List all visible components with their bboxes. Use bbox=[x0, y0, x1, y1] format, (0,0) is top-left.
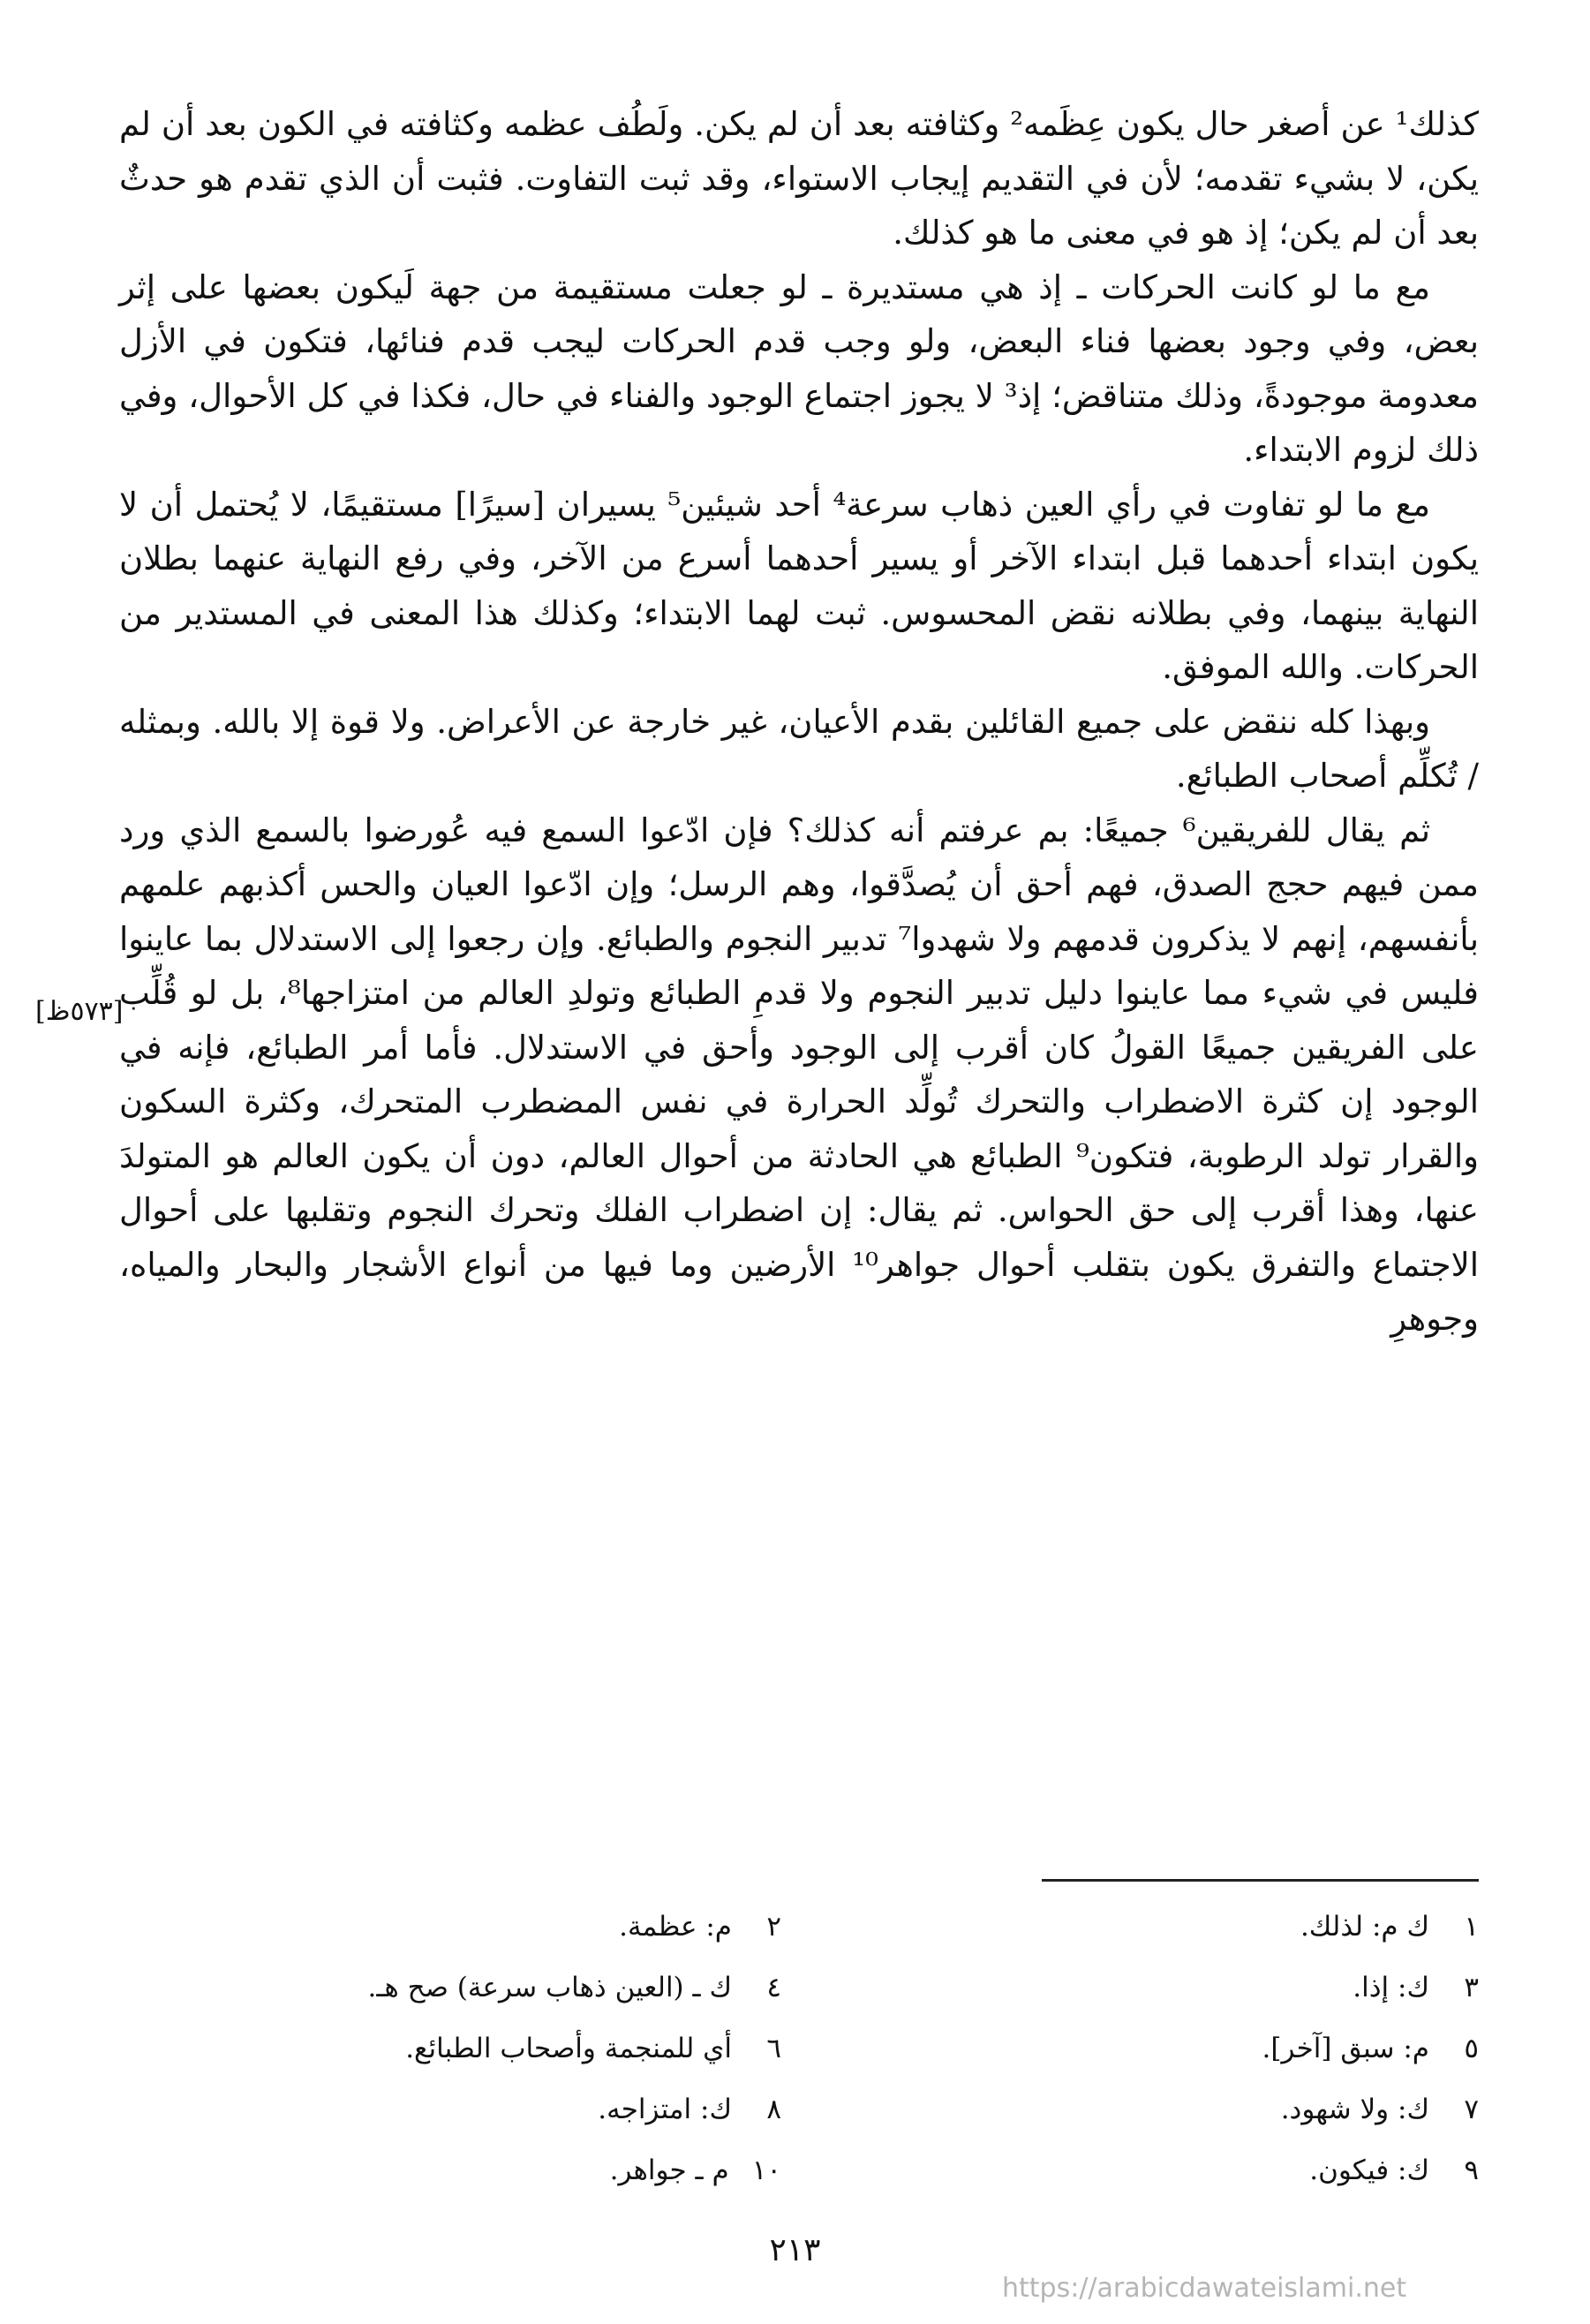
footnote-item bbox=[119, 2079, 781, 2140]
footnote-number: ٩ bbox=[1464, 2154, 1479, 2186]
footnote-item bbox=[817, 1897, 1479, 1958]
footnote-text: م: عظمة. bbox=[619, 1911, 732, 1943]
footnote-item bbox=[817, 2140, 1479, 2201]
footnote-number: ١٠ bbox=[751, 2154, 781, 2186]
footnote-text: ك: فيكون. bbox=[1309, 2154, 1429, 2186]
footnote-item bbox=[119, 1958, 781, 2018]
footnote-text: أي للمنجمة وأصحاب الطبائع. bbox=[405, 2033, 732, 2064]
footnote-text: م ـ جواهر. bbox=[609, 2154, 729, 2186]
manuscript-folio-ref: [٥٧٣ظ] bbox=[35, 996, 124, 1027]
footnote-text: ك: ولا شهود. bbox=[1280, 2094, 1429, 2125]
footnote-number: ١ bbox=[1464, 1911, 1479, 1943]
paragraph-3: مع ما لو تفاوت في رأي العين ذهاب سرعة⁴ أحد شيئين⁵ يسيران [سيرًا] مستقيمًا، لا يُحتمل أن لا يكون ابتداء أحدهما قبل ابتداء الآخر أو يسير أحدهما أسرع من الآخر، وفي رفع النهاية عنهما بطلان النهاية بينهما، وفي بطلانه نقض المحسوس. ثبت لهما الابتداء؛ وكذلك هذا المعنى في المستدير من الحركات. والله الموفق. bbox=[119, 485, 1479, 686]
footnote-number: ٣ bbox=[1464, 1972, 1479, 2003]
footnote-text: ك: إذا. bbox=[1353, 1972, 1429, 2003]
footnote-item bbox=[119, 2140, 781, 2201]
watermark-url: https://arabicdawateislami.net bbox=[1002, 2273, 1407, 2304]
footnote-item bbox=[119, 1897, 781, 1958]
footnote-number: ٦ bbox=[766, 2033, 781, 2064]
page-number: ٢١٣ bbox=[769, 2232, 821, 2268]
footnote-text: ك م: لذلك. bbox=[1300, 1911, 1429, 1943]
footnote-number: ٥ bbox=[1464, 2033, 1479, 2064]
footnote-item bbox=[817, 2079, 1479, 2140]
footnote-item bbox=[817, 2018, 1479, 2079]
paragraph-5: ثم يقال للفريقين⁶ جميعًا: بم عرفتم أنه كذلك؟ فإن ادّعوا السمع فيه عُورضوا بالسمع الذي ورد ممن فيهم حجج الصدق، فهم أحق أن يُصدَّقوا، وهم الرسل؛ وإن ادّعوا العيان والحس أكذبهم علمهم بأنفسهم، إنهم لا يذكرون قدمهم ولا شهدوا⁷ تدبير النجوم والطبائع. وإن رجعوا إلى الاستدلال بما عاينوا فليس في شيء مما عاينوا دليل تدبير النجوم ولا قدمِ الطبائع وتولدِ العالم من امتزاجها⁸، بل لو قُلِّب على الفريقين جميعًا القولُ كان أقرب إلى الوجود وأحق في الاستدلال. فأما أمر الطبائع، فإنه في الوجود إن كثرة الاضطراب والتحرك تُولِّد الحرارة في نفس المضطرب المتحرك، وكثرة السكون والقرار تولد الرطوبة، فتكون⁹ الطبائع هي الحادثة من أحوال العالم، دون أن يكون العالم هو المتولدَ عنها، وهذا أقرب إلى حق الحواس. ثم يقال: إن اضطراب الفلك وتحرك النجوم وتقلبها على أحوال الاجتماع والتفرق يكون بتقلب أحوال جواهر¹⁰ الأرضين وما فيها من أنواع الأشجار والبحار والمياه، وجوهرِ bbox=[119, 811, 1480, 1338]
footnote-number: ٨ bbox=[766, 2094, 781, 2125]
footnote-text: ك ـ (العين ذهاب سرعة) صح هـ. bbox=[367, 1972, 732, 2003]
paragraph-4: وبهذا كله ننقض على جميع القائلين بقدم الأعيان، غير خارجة عن الأعراض. ولا قوة إلا بالله. وبمثله / تُكلِّم أصحاب الطبائع. bbox=[119, 702, 1479, 795]
footnotes bbox=[119, 1897, 1479, 2201]
paragraph-1: كذلك¹ عن أصغر حال يكون عِظَمه² وكثافته بعد أن لم يكن. ولَطُف عظمه وكثافته في الكون بعد أن لم يكن، لا بشيء تقدمه؛ لأن في التقديم إيجاب الاستواء، وقد ثبت التفاوت. فثبت أن الذي تقدم هو حدثٌ بعد أن لم يكن؛ إذ هو في معنى ما هو كذلك. bbox=[119, 105, 1480, 252]
paragraph-2: مع ما لو كانت الحركات ـ إذ هي مستديرة ـ لو جعلت مستقيمة من جهة لَيكون بعضها على إثر بعض، وفي وجود بعضها فناء البعض، ولو وجب قدم الحركات ليجب قدم فنائها، فتكون في الأزل معدومة موجودةً، وذلك متناقض؛ إذ³ لا يجوز اجتماع الوجود والفناء في حال، فكذا في كل الأحوال، وفي ذلك لزوم الابتداء. bbox=[119, 268, 1479, 469]
footnote-text: م: سبق [آخر]. bbox=[1262, 2033, 1429, 2064]
footnote-item bbox=[119, 2018, 781, 2079]
footnote-number: ٢ bbox=[766, 1911, 781, 1943]
footnote-divider bbox=[1042, 1879, 1479, 1882]
footnote-item bbox=[817, 1958, 1479, 2018]
footnote-number: ٤ bbox=[766, 1972, 781, 2003]
footnote-number: ٧ bbox=[1464, 2094, 1479, 2125]
main-text bbox=[119, 97, 1479, 1347]
footnote-text: ك: امتزاجه. bbox=[598, 2094, 732, 2125]
